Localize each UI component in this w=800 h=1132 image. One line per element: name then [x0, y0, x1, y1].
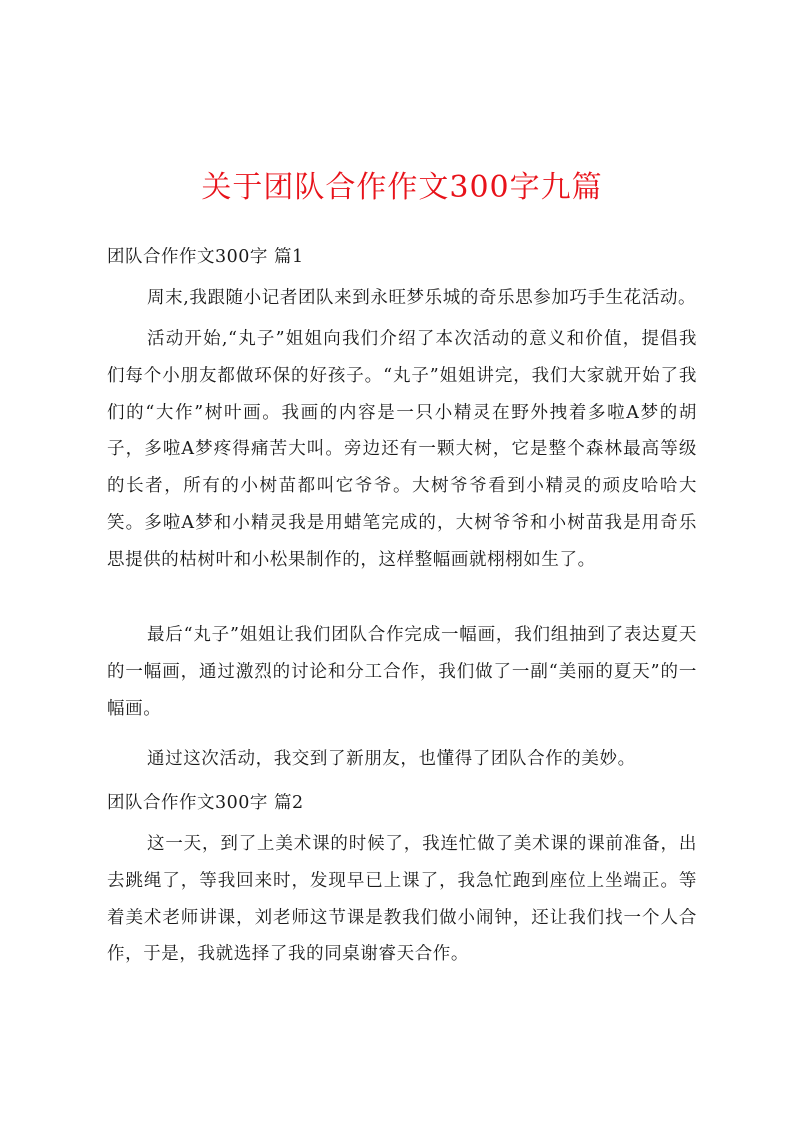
- paragraph: 通过这次活动，我交到了新朋友，也懂得了团队合作的美妙。: [147, 749, 636, 769]
- paragraph: 最后“丸子”姐姐让我们团队合作完成一幅画，我们组抽到了表达夏天的一幅画，通过激烈的讨论和分工合作，我们做了一副“美丽的夏天”的一幅画。: [107, 625, 697, 719]
- document-title: 关于团队合作作文300字九篇: [201, 170, 603, 205]
- section-heading-1: 团队合作作文300字 篇1: [107, 247, 304, 267]
- paragraph: 周末,我跟随小记者团队来到永旺梦乐城的奇乐思参加巧手生花活动。: [147, 288, 697, 308]
- paragraph: 这一天，到了上美术课的时候了，我连忙做了美术课的课前准备，出去跳绳了，等我回来时，发现早已上课了，我急忙跑到座位上坐端正。等着美术老师讲课，刘老师这节课是教我们做小闹钟，还让我们找一个人合作，于是，我就选择了我的同桌谢睿天合作。: [107, 834, 697, 965]
- section-heading-2: 团队合作作文300字 篇2: [107, 793, 304, 813]
- paragraph: 活动开始,“丸子”姐姐向我们介绍了本次活动的意义和价值，提倡我们每个小朋友都做环保的好孩子。“丸子”姐姐讲完，我们大家就开始了我们的“大作”树叶画。我画的内容是一只小精灵在野外拽着多啦A梦的胡子，多啦A梦疼得痛苦大叫。旁边还有一颗大树，它是整个森林最高等级的长者，所有的小树苗都叫它爷爷。大树爷爷看到小精灵的顽皮哈哈大笑。多啦A梦和小精灵我是用蜡笔完成的，大树爷爷和小树苗我是用奇乐思提供的枯树叶和小松果制作的，这样整幅画就栩栩如生了。: [107, 329, 697, 570]
